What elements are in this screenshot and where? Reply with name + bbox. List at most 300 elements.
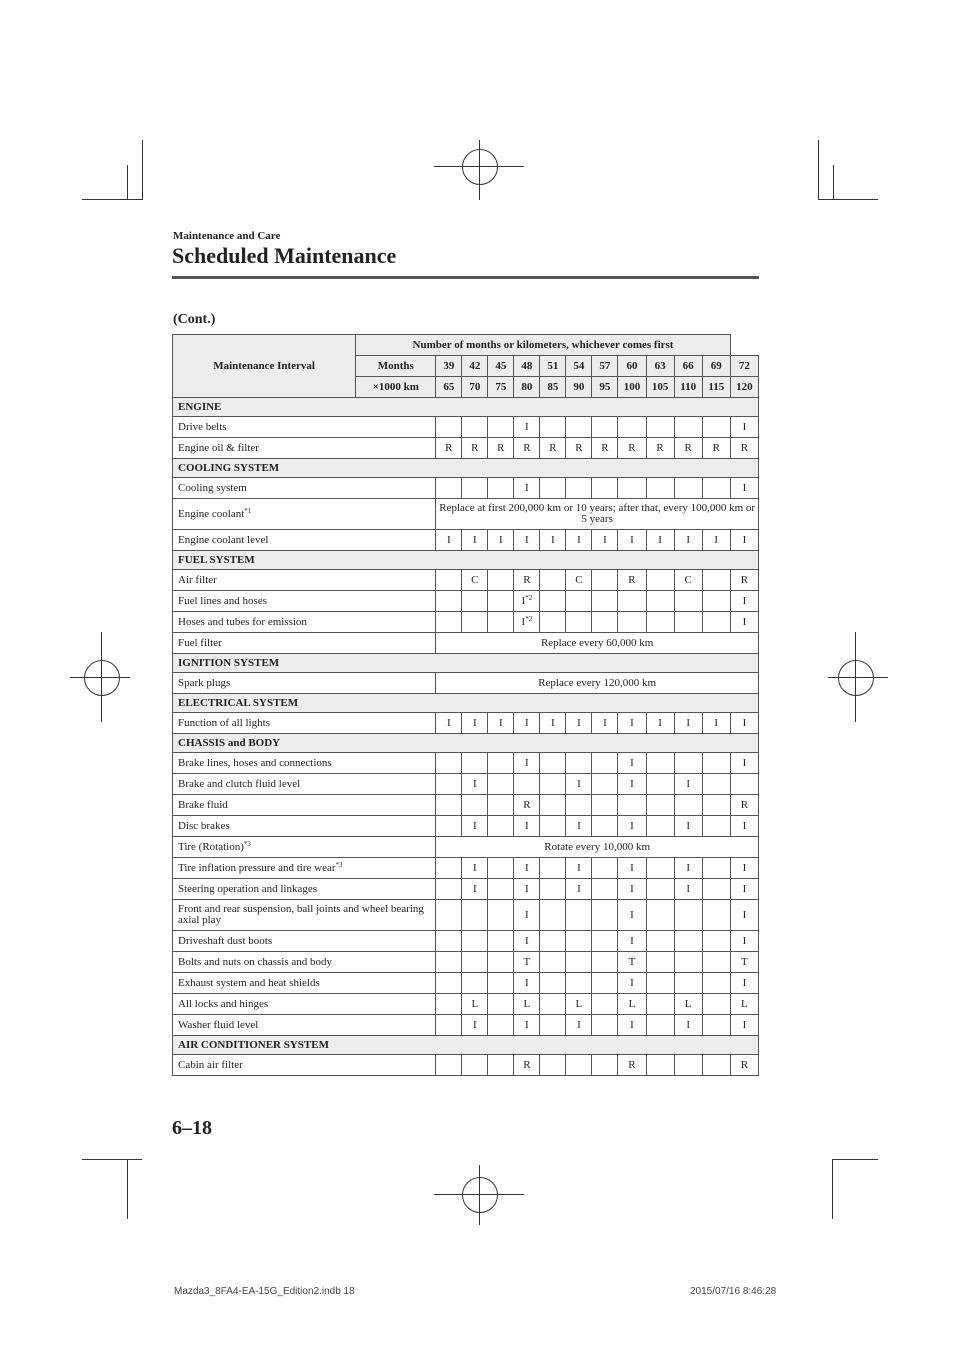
interval-cell: I — [674, 858, 702, 879]
interval-cell — [540, 795, 566, 816]
interval-cell — [488, 417, 514, 438]
crop-mark — [832, 1159, 878, 1160]
interval-cell — [436, 994, 462, 1015]
table-row — [173, 994, 759, 1015]
interval-cell: I — [436, 530, 462, 551]
registration-mark — [838, 660, 874, 696]
month-cell: 66 — [674, 356, 702, 377]
item-label-text: Brake fluid — [178, 798, 228, 811]
footnote-ref: *2 — [525, 614, 533, 623]
interval-cell: I — [618, 816, 646, 837]
interval-cell — [646, 1015, 674, 1036]
interval-cell — [436, 1015, 462, 1036]
item-label — [173, 900, 436, 931]
interval-cell — [674, 612, 702, 633]
crop-mark — [142, 140, 143, 200]
interval-cell: L — [730, 994, 758, 1015]
item-label-text: Cooling system — [178, 481, 247, 494]
item-label-text: Driveshaft dust boots — [178, 934, 273, 947]
interval-cell: I — [540, 530, 566, 551]
month-cell: 63 — [646, 356, 674, 377]
interval-cell: I — [730, 900, 758, 931]
interval-cell — [646, 795, 674, 816]
item-label-text: Disc brakes — [178, 819, 230, 832]
interval-cell — [674, 900, 702, 931]
interval-cell: I — [618, 931, 646, 952]
crop-mark — [127, 165, 128, 200]
month-cell: 72 — [730, 356, 758, 377]
interval-cell — [514, 774, 540, 795]
interval-cell — [488, 478, 514, 499]
interval-cell: I — [730, 753, 758, 774]
item-label-text: Engine coolant level — [178, 533, 269, 546]
interval-cell — [592, 931, 618, 952]
interval-cell — [436, 753, 462, 774]
km-cell: 120 — [730, 377, 758, 398]
crop-mark — [70, 677, 130, 678]
interval-cell: C — [566, 570, 592, 591]
interval-cell — [702, 858, 730, 879]
item-label — [173, 1015, 436, 1036]
footer-date: 2015/07/16 8:46:28 — [690, 1286, 777, 1297]
interval-cell: I — [646, 713, 674, 734]
table-row — [173, 633, 759, 654]
interval-cell: I — [514, 858, 540, 879]
interval-cell: I — [674, 879, 702, 900]
interval-cell — [592, 478, 618, 499]
page-title: Scheduled Maintenance — [172, 243, 397, 268]
month-cell: 39 — [436, 356, 462, 377]
interval-cell — [488, 973, 514, 994]
interval-cell — [488, 570, 514, 591]
item-label — [173, 837, 436, 858]
km-cell: 70 — [462, 377, 488, 398]
interval-cell — [592, 612, 618, 633]
interval-cell — [674, 1055, 702, 1076]
interval-cell — [566, 753, 592, 774]
interval-cell: R — [514, 795, 540, 816]
page-number: 6–18 — [172, 1117, 212, 1139]
interval-cell — [488, 1055, 514, 1076]
interval-cell: I — [514, 478, 540, 499]
interval-cell — [592, 774, 618, 795]
maintenance-table — [172, 334, 759, 1076]
interval-cell: $I^{*2}$ — [514, 591, 540, 612]
interval-cell: I — [646, 530, 674, 551]
item-label-text: Tire inflation pressure and tire wear — [178, 861, 336, 874]
interval-cell: I — [514, 900, 540, 931]
item-label — [173, 499, 436, 530]
interval-cell: I — [592, 530, 618, 551]
interval-cell — [566, 900, 592, 931]
interval-cell: I — [730, 530, 758, 551]
table-row — [173, 774, 759, 795]
interval-cell: T — [514, 952, 540, 973]
item-label-text: Tire (Rotation) — [178, 840, 244, 853]
km-cell: 95 — [592, 377, 618, 398]
interval-cell: R — [618, 1055, 646, 1076]
month-cell: 54 — [566, 356, 592, 377]
interval-cell — [730, 774, 758, 795]
item-label-text: Exhaust system and heat shields — [178, 976, 320, 989]
interval-cell — [540, 1055, 566, 1076]
interval-cell — [540, 478, 566, 499]
item-label — [173, 774, 436, 795]
interval-cell — [702, 816, 730, 837]
interval-note: Rotate every 10,000 km — [436, 837, 759, 858]
interval-cell — [618, 612, 646, 633]
interval-cell — [462, 900, 488, 931]
interval-cell — [566, 931, 592, 952]
interval-cell: L — [618, 994, 646, 1015]
item-label — [173, 612, 436, 633]
interval-cell: R — [540, 438, 566, 459]
item-label-text: Brake lines, hoses and connections — [178, 756, 332, 769]
interval-cell: I — [566, 858, 592, 879]
interval-cell — [702, 879, 730, 900]
interval-cell — [436, 816, 462, 837]
table-row — [173, 900, 759, 931]
table-row — [173, 417, 759, 438]
interval-cell: I — [730, 1015, 758, 1036]
item-label — [173, 879, 436, 900]
interval-cell — [646, 774, 674, 795]
interval-cell: R — [514, 1055, 540, 1076]
interval-cell — [592, 994, 618, 1015]
interval-cell: I — [618, 753, 646, 774]
table-row — [173, 753, 759, 774]
section-row — [173, 694, 759, 713]
interval-cell — [646, 570, 674, 591]
footer-filename: Mazda3_8FA4-EA-15G_Edition2.indb 18 — [174, 1286, 355, 1297]
item-label-text: Brake and clutch fluid level — [178, 777, 301, 790]
item-label-text: Front and rear suspension, ball joints and wheel bearing axial play — [178, 903, 424, 926]
crop-mark — [818, 199, 878, 200]
interval-note: Replace at first 200,000 km or 10 years; after that, every 100,000 km or 5 years — [436, 499, 759, 530]
interval-cell — [646, 879, 674, 900]
title-rule — [172, 276, 759, 279]
item-label — [173, 931, 436, 952]
item-label — [173, 858, 436, 879]
crop-mark — [479, 1165, 480, 1225]
interval-cell — [646, 994, 674, 1015]
interval-cell: I — [514, 973, 540, 994]
km-cell: 65 — [436, 377, 462, 398]
crop-mark — [828, 677, 888, 678]
interval-cell: I — [566, 713, 592, 734]
interval-cell — [462, 795, 488, 816]
item-label — [173, 994, 436, 1015]
table-row — [173, 530, 759, 551]
interval-cell — [646, 900, 674, 931]
interval-cell: I — [462, 774, 488, 795]
interval-cell — [592, 900, 618, 931]
interval-cell: I — [674, 1015, 702, 1036]
month-cell: 45 — [488, 356, 514, 377]
interval-cell — [436, 478, 462, 499]
interval-cell: I — [730, 417, 758, 438]
interval-cell: I — [618, 900, 646, 931]
interval-cell — [488, 858, 514, 879]
interval-cell: R — [730, 1055, 758, 1076]
interval-cell — [702, 931, 730, 952]
interval-cell — [674, 591, 702, 612]
item-label — [173, 816, 436, 837]
interval-cell — [566, 478, 592, 499]
crop-mark — [818, 140, 819, 200]
interval-cell — [702, 900, 730, 931]
section-row — [173, 734, 759, 753]
interval-note: Replace every 60,000 km — [436, 633, 759, 654]
interval-cell — [462, 591, 488, 612]
section-heading: AIR CONDITIONER SYSTEM — [173, 1036, 759, 1055]
interval-cell — [462, 753, 488, 774]
interval-cell: R — [514, 438, 540, 459]
interval-cell: I — [462, 713, 488, 734]
interval-cell — [436, 795, 462, 816]
interval-cell: R — [462, 438, 488, 459]
interval-cell — [540, 612, 566, 633]
table-row — [173, 858, 759, 879]
interval-cell — [436, 858, 462, 879]
table-row — [173, 478, 759, 499]
interval-cell — [702, 973, 730, 994]
interval-cell — [488, 952, 514, 973]
km-cell: 115 — [702, 377, 730, 398]
interval-cell — [462, 952, 488, 973]
interval-cell — [436, 417, 462, 438]
interval-cell: T — [730, 952, 758, 973]
item-label — [173, 673, 436, 694]
interval-cell: I — [566, 879, 592, 900]
interval-cell — [488, 795, 514, 816]
interval-cell — [702, 774, 730, 795]
interval-cell — [646, 952, 674, 973]
item-label-text: Air filter — [178, 573, 217, 586]
km-cell: 100 — [618, 377, 646, 398]
interval-cell: T — [618, 952, 646, 973]
interval-cell — [488, 900, 514, 931]
item-label-text: Steering operation and linkages — [178, 882, 317, 895]
table-row — [173, 879, 759, 900]
interval-cell — [488, 931, 514, 952]
interval-cell — [592, 952, 618, 973]
item-label — [173, 438, 436, 459]
interval-cell — [592, 1015, 618, 1036]
interval-cell: I — [618, 858, 646, 879]
interval-cell: R — [618, 438, 646, 459]
section-row — [173, 459, 759, 478]
item-label — [173, 478, 436, 499]
interval-cell — [702, 952, 730, 973]
table-row — [173, 713, 759, 734]
km-cell: 75 — [488, 377, 514, 398]
interval-cell — [618, 478, 646, 499]
interval-cell — [462, 478, 488, 499]
interval-cell — [462, 931, 488, 952]
interval-cell — [592, 1055, 618, 1076]
interval-cell — [462, 612, 488, 633]
interval-cell — [488, 753, 514, 774]
interval-cell: L — [514, 994, 540, 1015]
section-heading: IGNITION SYSTEM — [173, 654, 759, 673]
item-label — [173, 570, 436, 591]
interval-note: Replace every 120,000 km — [436, 673, 759, 694]
registration-mark — [84, 660, 120, 696]
interval-cell: I — [462, 858, 488, 879]
interval-cell: R — [488, 438, 514, 459]
interval-cell: I — [730, 858, 758, 879]
item-label-text: Engine coolant — [178, 507, 245, 520]
table-row — [173, 837, 759, 858]
registration-mark — [462, 149, 498, 185]
interval-cell: I — [730, 591, 758, 612]
table-row — [173, 673, 759, 694]
interval-cell: I — [566, 530, 592, 551]
interval-cell: R — [730, 570, 758, 591]
item-label-text: Drive belts — [178, 420, 227, 433]
section-row — [173, 551, 759, 570]
crop-mark — [82, 199, 142, 200]
item-label-text: Spark plugs — [178, 676, 231, 689]
interval-cell: I — [592, 713, 618, 734]
interval-cell: I — [488, 530, 514, 551]
interval-cell — [646, 1055, 674, 1076]
table-row — [173, 795, 759, 816]
interval-cell — [488, 591, 514, 612]
interval-header: Maintenance Interval — [173, 335, 356, 398]
month-cell: 48 — [514, 356, 540, 377]
item-label — [173, 795, 436, 816]
interval-cell: I — [566, 774, 592, 795]
interval-cell — [488, 612, 514, 633]
interval-cell — [488, 1015, 514, 1036]
interval-cell: I — [488, 713, 514, 734]
interval-cell: I — [618, 879, 646, 900]
month-cell: 51 — [540, 356, 566, 377]
interval-cell: I — [566, 816, 592, 837]
item-label — [173, 633, 436, 654]
interval-cell — [646, 478, 674, 499]
interval-cell — [540, 816, 566, 837]
interval-cell — [674, 952, 702, 973]
interval-cell — [566, 973, 592, 994]
interval-cell: I — [540, 713, 566, 734]
interval-cell — [592, 795, 618, 816]
interval-cell — [702, 994, 730, 1015]
interval-cell: R — [436, 438, 462, 459]
interval-cell — [618, 795, 646, 816]
interval-cell: C — [674, 570, 702, 591]
interval-cell: I — [514, 1015, 540, 1036]
footnote-ref: *1 — [244, 506, 252, 515]
month-cell: 69 — [702, 356, 730, 377]
item-label — [173, 1055, 436, 1076]
interval-cell: I — [514, 713, 540, 734]
interval-cell — [566, 795, 592, 816]
interval-cell — [436, 879, 462, 900]
crop-mark — [832, 1159, 833, 1219]
item-label-text: Function of all lights — [178, 716, 270, 729]
item-label-text: Bolts and nuts on chassis and body — [178, 955, 332, 968]
section-row — [173, 654, 759, 673]
interval-cell — [646, 858, 674, 879]
interval-cell — [592, 816, 618, 837]
crop-mark — [479, 140, 480, 200]
interval-cell — [566, 952, 592, 973]
span-header: Number of months or kilometers, whichever comes first — [356, 335, 731, 356]
table-row — [173, 438, 759, 459]
interval-cell — [436, 952, 462, 973]
section-heading: ELECTRICAL SYSTEM — [173, 694, 759, 713]
section-label: Maintenance and Care — [173, 230, 281, 242]
item-label-text: Washer fluid level — [178, 1018, 259, 1031]
table-row — [173, 499, 759, 530]
interval-cell — [674, 973, 702, 994]
interval-cell — [646, 816, 674, 837]
interval-cell — [540, 931, 566, 952]
interval-cell: I — [674, 774, 702, 795]
crop-mark — [833, 165, 834, 200]
interval-cell: I — [730, 612, 758, 633]
interval-cell — [702, 753, 730, 774]
table-row — [173, 612, 759, 633]
interval-cell: I — [566, 1015, 592, 1036]
interval-cell: I — [462, 816, 488, 837]
interval-cell — [540, 774, 566, 795]
footnote-ref: *3 — [335, 860, 343, 869]
interval-cell: R — [646, 438, 674, 459]
km-cell: 105 — [646, 377, 674, 398]
km-label: ×1000 km — [356, 377, 436, 398]
item-label-text: Hoses and tubes for emission — [178, 615, 307, 628]
interval-cell — [702, 417, 730, 438]
interval-cell — [702, 1015, 730, 1036]
interval-cell — [592, 417, 618, 438]
item-label — [173, 417, 436, 438]
crop-mark — [855, 632, 856, 722]
interval-cell — [646, 417, 674, 438]
section-heading: FUEL SYSTEM — [173, 551, 759, 570]
interval-cell — [702, 1055, 730, 1076]
interval-cell — [488, 816, 514, 837]
interval-cell — [540, 1015, 566, 1036]
km-cell: 90 — [566, 377, 592, 398]
months-label: Months — [356, 356, 436, 377]
interval-cell — [592, 591, 618, 612]
interval-cell: I — [618, 774, 646, 795]
interval-cell: I — [514, 530, 540, 551]
interval-cell — [646, 612, 674, 633]
interval-cell — [436, 931, 462, 952]
interval-cell — [646, 931, 674, 952]
month-cell: 42 — [462, 356, 488, 377]
interval-cell — [646, 591, 674, 612]
interval-cell — [436, 612, 462, 633]
item-label — [173, 952, 436, 973]
interval-cell — [702, 591, 730, 612]
interval-cell: I — [436, 713, 462, 734]
interval-cell — [540, 879, 566, 900]
interval-cell — [646, 973, 674, 994]
interval-cell: I — [730, 816, 758, 837]
interval-cell — [674, 753, 702, 774]
interval-cell — [566, 591, 592, 612]
interval-cell — [674, 931, 702, 952]
item-label-text: All locks and hinges — [178, 997, 269, 1010]
table-row — [173, 931, 759, 952]
interval-cell: I — [514, 931, 540, 952]
